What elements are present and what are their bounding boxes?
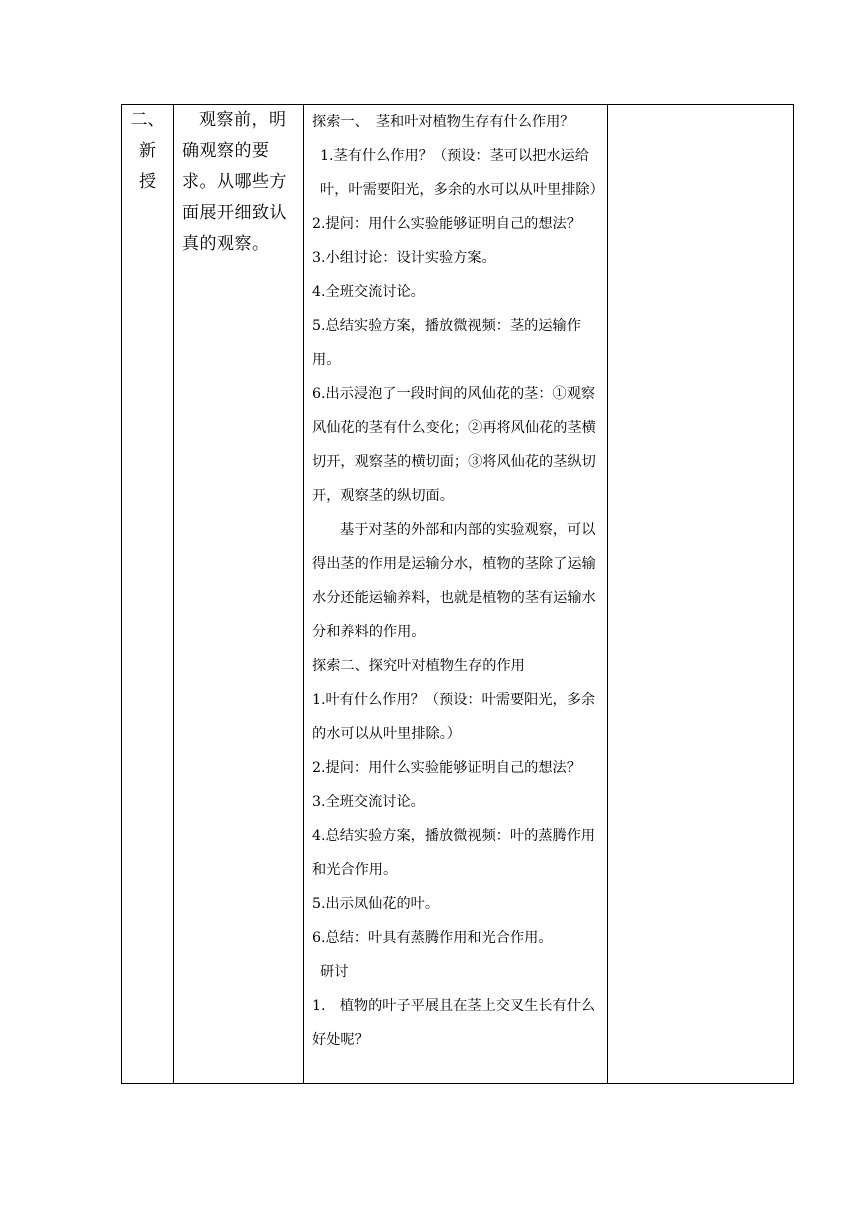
lesson-plan-table	[121, 104, 794, 1084]
phase-label-line: 授	[139, 172, 156, 192]
table-row	[122, 105, 794, 1084]
process-item: 2.提问：用什么实验能够证明自己的想法？	[312, 760, 581, 776]
process-item: 6.总结：叶具有蒸腾作用和光合作用。	[312, 930, 553, 946]
phase-cell	[122, 105, 174, 1084]
goal-cell	[174, 105, 304, 1084]
process-item: 1.叶有什么作用？（预设：叶需要阳光，多余的水可以从叶里排除。）	[312, 692, 596, 742]
process-heading: 探索二、探究叶对植物生存的作用	[312, 658, 525, 674]
process-item: 4.总结实验方案，播放微视频：叶的蒸腾作用和光合作用。	[312, 828, 596, 878]
goal-text: 观察前，明确观察的要求。从哪些方面展开细致认真的观察。	[182, 110, 287, 254]
process-summary: 基于对茎的外部和内部的实验观察，可以得出茎的作用是运输分水，植物的茎除了运输水分还能运输养料，也就是植物的茎有运输水分和养料的作用。	[312, 522, 596, 640]
notes-cell	[608, 105, 794, 1084]
phase-label-line: 二、	[130, 110, 165, 130]
phase-label-line: 新	[139, 141, 156, 161]
process-item: 6.出示浸泡了一段时间的风仙花的茎：①观察风仙花的茎有什么变化；②再将风仙花的茎横切开，观察茎的横切面；③将风仙花的茎纵切开，观察茎的纵切面。	[312, 386, 596, 504]
process-item: 2.提问：用什么实验能够证明自己的想法？	[312, 216, 581, 232]
process-item: 5.总结实验方案，播放微视频：茎的运输作用。	[312, 318, 581, 368]
process-heading: 探索一、 茎和叶对植物生存有什么作用？	[312, 114, 575, 130]
process-item: 3.小组讨论：设计实验方案。	[312, 250, 496, 266]
process-item: 3.全班交流讨论。	[312, 794, 425, 810]
process-cell	[304, 105, 608, 1084]
process-item: 1. 植物的叶子平展且在茎上交叉生长有什么好处呢？	[312, 998, 596, 1048]
process-heading: 研讨	[320, 964, 349, 980]
process-item: 1.茎有什么作用？（预设：茎可以把水运给叶，叶需要阳光，多余的水可以从叶里排除）	[320, 148, 604, 198]
process-item: 5.出示凤仙花的叶。	[312, 896, 440, 912]
process-item: 4.全班交流讨论。	[312, 284, 425, 300]
